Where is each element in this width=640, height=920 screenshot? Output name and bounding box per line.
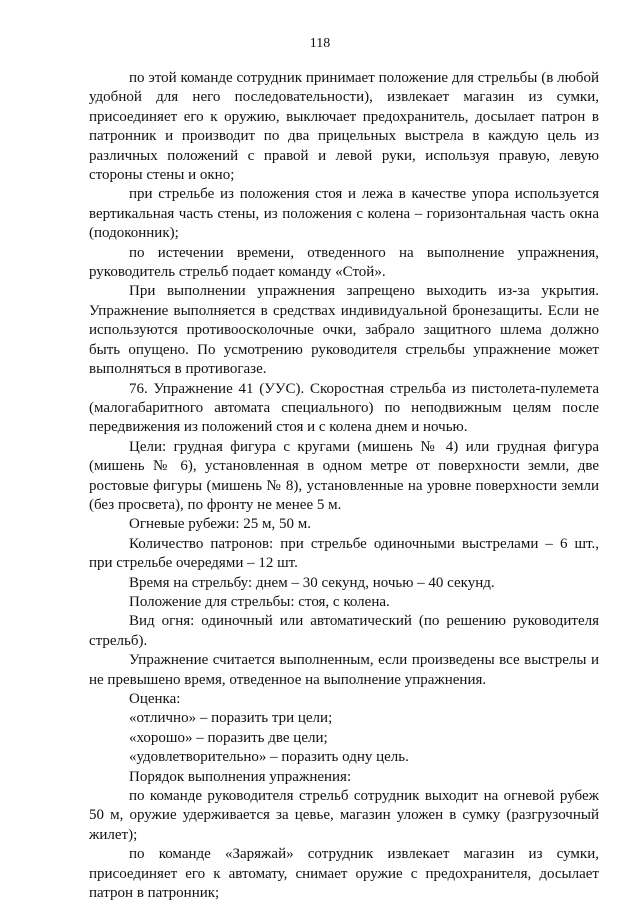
list-item: «хорошо» – поразить две цели; <box>129 729 328 746</box>
page-number: 118 <box>309 36 331 51</box>
paragraph: по команде «Заряжай» сотрудник извлекает магазин из сумки, присоединяет его к автомату, снимает оружие с предохранителя, досылает патрон в патронник; <box>89 846 599 902</box>
section-heading-paragraph: 76. Упражнение 41 (УУС). Скоростная стрельба из пистолета-пулемета (малогабаритного автомата специального) по неподвижным целям после передвижения из положений стоя и с колена днем и ночью. <box>89 380 599 436</box>
paragraph: Положение для стрельбы: стоя, с колена. <box>129 593 390 610</box>
paragraph: При выполнении упражнения запрещено выходить из-за укрытия. Упражнение выполняется в средствах индивидуальной бронезащиты. Если не используются противоосколочные очки, забрало защитного шлема должно быть опущено. По усмотрению руководителя стрельбы упражнение может выполняться в противогазе. <box>89 283 599 378</box>
list-item: «удовлетворительно» – поразить одну цель. <box>129 749 409 766</box>
list-item: «отлично» – поразить три цели; <box>129 710 333 727</box>
paragraph: Количество патронов: при стрельбе одиночными выстрелами – 6 шт., при стрельбе очередями – 12 шт. <box>89 535 599 572</box>
paragraph: по истечении времени, отведенного на выполнение упражнения, руководитель стрельб подает команду «Стой». <box>89 244 599 281</box>
paragraph: при стрельбе из положения стоя и лежа в качестве упора используется вертикальная часть стены, из положения с колена – горизонтальная часть окна (подоконник); <box>89 186 599 242</box>
paragraph: Огневые рубежи: 25 м, 50 м. <box>129 516 311 533</box>
document-body <box>89 69 599 903</box>
paragraph: Вид огня: одиночный или автоматический (по решению руководителя стрельб). <box>89 613 599 649</box>
paragraph: Порядок выполнения упражнения: <box>129 768 352 785</box>
paragraph: Оценка: <box>129 691 181 707</box>
paragraph: Время на стрельбу: днем – 30 секунд, ночью – 40 секунд. <box>129 574 495 591</box>
paragraph: по этой команде сотрудник принимает положение для стрельбы (в любой удобной для него последовательности), извлекает магазин из сумки, присоединяет его к оружию, выключает предохранитель, досылает патрон в патронник и производит по два прицельных выстрела в каждую цель из различных положений с правой и левой руки, используя правую, левую стороны стены и окно; <box>89 70 599 184</box>
paragraph: Упражнение считается выполненным, если произведены все выстрелы и не превышено время, отведенное на выполнение упражнения. <box>89 652 599 688</box>
paragraph: Цели: грудная фигура с кругами (мишень № 4) или грудная фигура (мишень № 6), установленная в одном метре от поверхности земли, две ростовые фигуры (мишень № 8), установленные на уровне поверхности земли (без просвета), по фронту не менее 5 м. <box>89 438 599 513</box>
paragraph: по команде руководителя стрельб сотрудник выходит на огневой рубеж 50 м, оружие удерживается за цевье, магазин уложен в сумку (разгрузочный жилет); <box>89 788 599 843</box>
